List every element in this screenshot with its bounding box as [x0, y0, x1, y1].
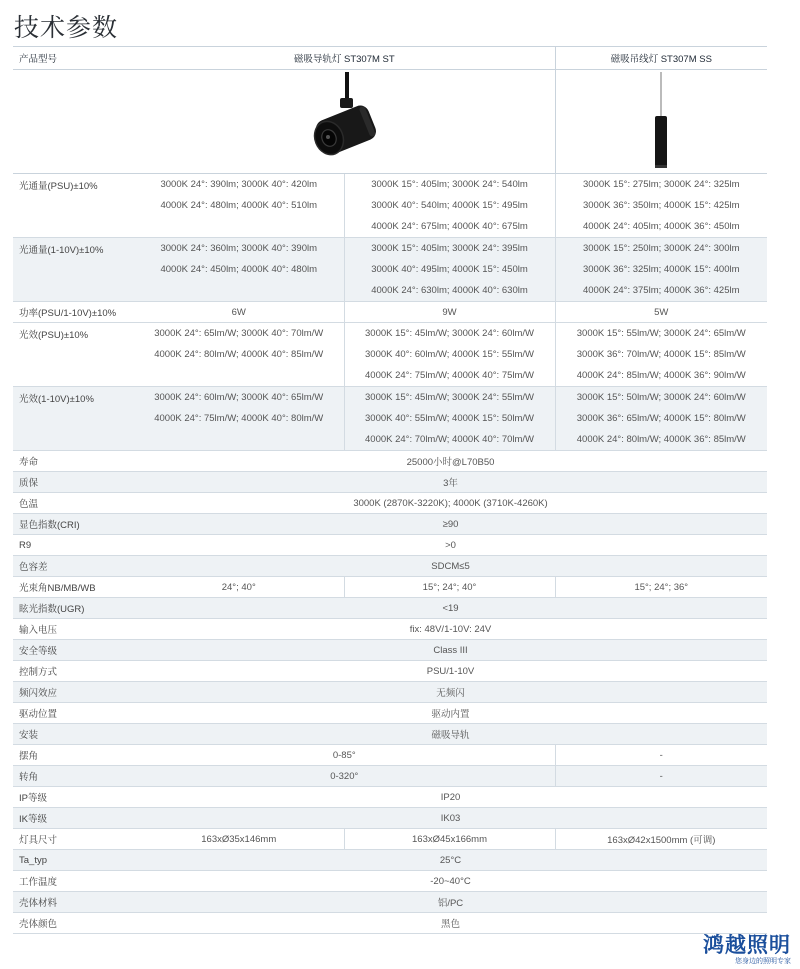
row-label: 光通量(PSU)±10%	[13, 174, 134, 238]
row-sdcm	[13, 556, 767, 577]
cell-pendant: 163xØ42x1500mm (可调)	[555, 829, 767, 850]
cell-track-st-1: 3000K 24°: 65lm/W; 3000K 40°: 70lm/W 4000K 24°: 80lm/W; 4000K 40°: 85lm/W	[134, 323, 344, 387]
row-safety-class	[13, 640, 767, 661]
row-control	[13, 661, 767, 682]
row-label: 功率(PSU/1-10V)±10%	[13, 302, 134, 323]
page-title: 技术参数	[14, 14, 119, 42]
cell-track-st-1: 163xØ35x146mm	[134, 829, 344, 850]
row-label: 寿命	[13, 451, 134, 472]
row-flicker	[13, 682, 767, 703]
row-label: 转角	[13, 766, 134, 787]
cell-value: 3000K (2870K-3220K); 4000K (3710K-4260K)	[134, 493, 767, 514]
row-label: R9	[13, 535, 134, 556]
row-label: 控制方式	[13, 661, 134, 682]
cell-value: SDCM≤5	[134, 556, 767, 577]
row-label: 光效(1-10V)±10%	[13, 387, 134, 451]
cell-track-st-2: 3000K 15°: 405lm; 3000K 24°: 540lm 3000K 40°: 540lm; 4000K 15°: 495lm 4000K 24°: 675lm; 4000K 40°: 675lm	[344, 174, 555, 238]
cell-pendant: 15°; 24°; 36°	[555, 577, 767, 598]
cell-pendant: 3000K 15°: 55lm/W; 3000K 24°: 65lm/W 3000K 36°: 70lm/W; 4000K 15°: 85lm/W 4000K 24°: 85lm/W; 4000K 36°: 90lm/W	[555, 323, 767, 387]
header-track-product: 磁吸导轨灯 ST307M ST	[134, 47, 555, 70]
row-ugr	[13, 598, 767, 619]
cell-value: 25°C	[134, 850, 767, 871]
row-ta-typ	[13, 850, 767, 871]
cell-track-st-2: 9W	[344, 302, 555, 323]
row-label: 光束角NB/MB/WB	[13, 577, 134, 598]
row-efficacy-psu	[13, 323, 767, 387]
cell-track: 0-320°	[134, 766, 555, 787]
row-label: 输入电压	[13, 619, 134, 640]
row-housing-color	[13, 913, 767, 934]
row-label: 显色指数(CRI)	[13, 514, 134, 535]
cell-track-st-2: 3000K 15°: 405lm; 3000K 24°: 395lm 3000K 40°: 495lm; 4000K 15°: 450lm 4000K 24°: 630lm; 4000K 40°: 630lm	[344, 238, 555, 302]
row-flux-psu	[13, 174, 767, 238]
row-label: IK等级	[13, 808, 134, 829]
cell-pendant: 3000K 15°: 50lm/W; 3000K 24°: 60lm/W 3000K 36°: 65lm/W; 4000K 15°: 80lm/W 4000K 24°: 80lm/W; 4000K 36°: 85lm/W	[555, 387, 767, 451]
cell-value: 3年	[134, 472, 767, 493]
row-cri	[13, 514, 767, 535]
row-tilt-angle	[13, 745, 767, 766]
row-label: 质保	[13, 472, 134, 493]
row-ik-rating	[13, 808, 767, 829]
brand-logo	[703, 935, 791, 966]
cell-value: >0	[134, 535, 767, 556]
row-rotation-angle	[13, 766, 767, 787]
row-beam-angle	[13, 577, 767, 598]
cell-value: IK03	[134, 808, 767, 829]
cell-pendant: 3000K 15°: 275lm; 3000K 24°: 325lm 3000K 36°: 350lm; 4000K 15°: 425lm 4000K 24°: 405lm; 4000K 36°: 450lm	[555, 174, 767, 238]
row-label: 壳体材料	[13, 892, 134, 913]
row-r9	[13, 535, 767, 556]
brand-slogan: 您身边的照明专家	[735, 958, 791, 965]
image-row	[13, 70, 767, 174]
row-efficacy-dim	[13, 387, 767, 451]
cell-track-st-1: 3000K 24°: 60lm/W; 3000K 40°: 65lm/W 4000K 24°: 75lm/W; 4000K 40°: 80lm/W	[134, 387, 344, 451]
row-label: 摆角	[13, 745, 134, 766]
cell-value: 无频闪	[134, 682, 767, 703]
row-flux-dim	[13, 238, 767, 302]
row-label: 安全等级	[13, 640, 134, 661]
cell-value: <19	[134, 598, 767, 619]
header-label: 产品型号	[13, 47, 134, 70]
cell-value: 铝/PC	[134, 892, 767, 913]
cell-pendant: -	[555, 745, 767, 766]
row-housing-material	[13, 892, 767, 913]
cell-value: 黑色	[134, 913, 767, 934]
row-label: 眩光指数(UGR)	[13, 598, 134, 619]
cell-value: -20~40°C	[134, 871, 767, 892]
cell-track-st-2: 3000K 15°: 45lm/W; 3000K 24°: 55lm/W 3000K 40°: 55lm/W; 4000K 15°: 50lm/W 4000K 24°: 70lm/W; 4000K 40°: 70lm/W	[344, 387, 555, 451]
cell-value: IP20	[134, 787, 767, 808]
row-label: 频闪效应	[13, 682, 134, 703]
cell-track: 0-85°	[134, 745, 555, 766]
row-dimensions	[13, 829, 767, 850]
row-label: Ta_typ	[13, 850, 134, 871]
cell-value: Class III	[134, 640, 767, 661]
row-label: IP等级	[13, 787, 134, 808]
cell-track-st-1: 3000K 24°: 360lm; 3000K 40°: 390lm 4000K 24°: 450lm; 4000K 40°: 480lm	[134, 238, 344, 302]
row-lifetime	[13, 451, 767, 472]
pendant-light-image	[641, 72, 681, 172]
cell-value: fix: 48V/1-10V: 24V	[134, 619, 767, 640]
row-installation	[13, 724, 767, 745]
row-cct	[13, 493, 767, 514]
cell-track-st-2: 3000K 15°: 45lm/W; 3000K 24°: 60lm/W 3000K 40°: 60lm/W; 4000K 15°: 55lm/W 4000K 24°: 75lm/W; 4000K 40°: 75lm/W	[344, 323, 555, 387]
cell-track-st-2: 15°; 24°; 40°	[344, 577, 555, 598]
cell-value: ≥90	[134, 514, 767, 535]
track-spotlight-image	[284, 72, 404, 172]
row-label: 色容差	[13, 556, 134, 577]
row-warranty	[13, 472, 767, 493]
row-label: 驱动位置	[13, 703, 134, 724]
cell-track-st-1: 6W	[134, 302, 344, 323]
row-label: 色温	[13, 493, 134, 514]
track-image-cell	[134, 70, 555, 174]
spec-table	[13, 46, 767, 934]
row-driver-position	[13, 703, 767, 724]
cell-value: 磁吸导轨	[134, 724, 767, 745]
cell-pendant: 3000K 15°: 250lm; 3000K 24°: 300lm 3000K 36°: 325lm; 4000K 15°: 400lm 4000K 24°: 375lm; 4000K 36°: 425lm	[555, 238, 767, 302]
pendant-image-cell	[555, 70, 767, 174]
row-label: 光效(PSU)±10%	[13, 323, 134, 387]
row-label: 安装	[13, 724, 134, 745]
row-label: 壳体颜色	[13, 913, 134, 934]
header-row	[13, 47, 767, 70]
header-pendant-product: 磁吸吊线灯 ST307M SS	[555, 47, 767, 70]
cell-track-st-1: 3000K 24°: 390lm; 3000K 40°: 420lm 4000K 24°: 480lm; 4000K 40°: 510lm	[134, 174, 344, 238]
cell-value: 驱动内置	[134, 703, 767, 724]
row-input-voltage	[13, 619, 767, 640]
cell-pendant: -	[555, 766, 767, 787]
row-operating-temp	[13, 871, 767, 892]
cell-track-st-2: 163xØ45x166mm	[344, 829, 555, 850]
cell-value: PSU/1-10V	[134, 661, 767, 682]
row-ip-rating	[13, 787, 767, 808]
row-label: 光通量(1-10V)±10%	[13, 238, 134, 302]
row-label: 工作温度	[13, 871, 134, 892]
cell-pendant: 5W	[555, 302, 767, 323]
cell-value: 25000小时@L70B50	[134, 451, 767, 472]
row-power	[13, 302, 767, 323]
brand-name: 鸿越照明	[703, 934, 791, 957]
cell-track-st-1: 24°; 40°	[134, 577, 344, 598]
row-label: 灯具尺寸	[13, 829, 134, 850]
